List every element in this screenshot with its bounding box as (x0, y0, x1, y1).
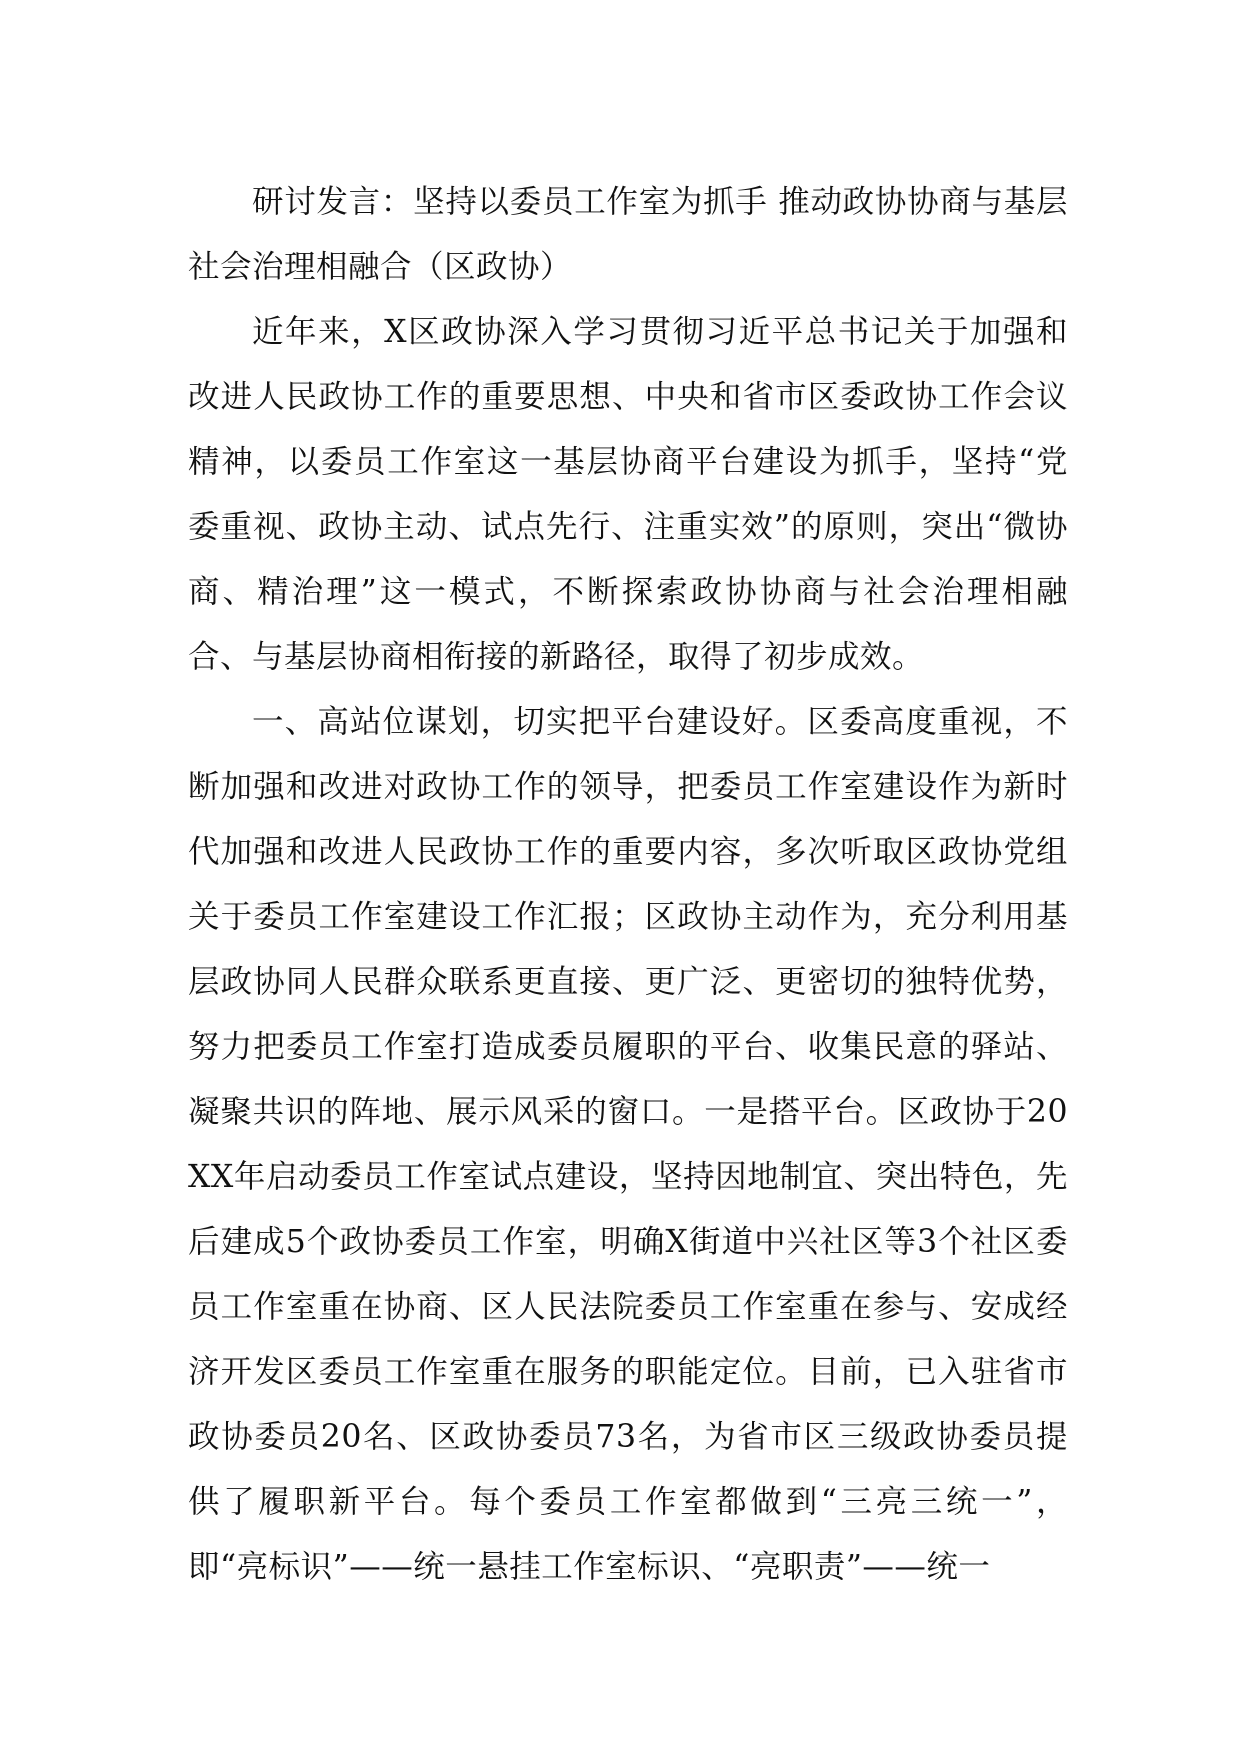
document-body (188, 170, 1068, 1600)
paragraph-intro: 近年来，X区政协深入学习贯彻习近平总书记关于加强和改进人民政协工作的重要思想、中央和省市区委政协工作会议精神，以委员工作室这一基层协商平台建设为抓手，坚持“党委重视、政协主动、试点先行、注重实效”的原则，突出“微协商、精治理”这一模式，不断探索政协协商与社会治理相融合、与基层协商相衔接的新路径，取得了初步成效。 (188, 314, 1068, 675)
document-title: 研讨发言：坚持以委员工作室为抓手 推动政协协商与基层社会治理相融合（区政协） (188, 184, 1068, 285)
paragraph-section-one: 一、高站位谋划，切实把平台建设好。区委高度重视，不断加强和改进对政协工作的领导，把委员工作室建设作为新时代加强和改进人民政协工作的重要内容，多次听取区政协党组关于委员工作室建设工作汇报；区政协主动作为，充分利用基层政协同人民群众联系更直接、更广泛、更密切的独特优势，努力把委员工作室打造成委员履职的平台、收集民意的驿站、凝聚共识的阵地、展示风采的窗口。一是搭平台。区政协于20XX年启动委员工作室试点建设，坚持因地制宜、突出特色，先后建成5个政协委员工作室，明确X街道中兴社区等3个社区委员工作室重在协商、区人民法院委员工作室重在参与、安成经济开发区委员工作室重在服务的职能定位。目前，已入驻省市政协委员20名、区政协委员73名，为省市区三级政协委员提供了履职新平台。每个委员工作室都做到“三亮三统一”，即“亮标识”——统一悬挂工作室标识、“亮职责”——统一 (188, 704, 1068, 1585)
